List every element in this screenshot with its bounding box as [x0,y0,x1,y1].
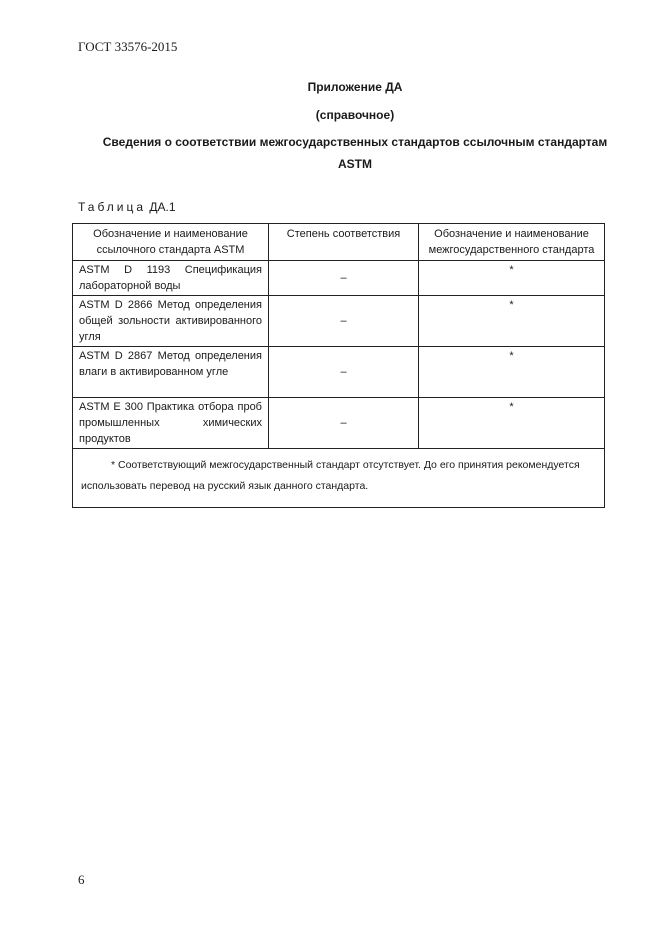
interstate-cell: * [419,296,605,347]
ref-standard-cell: ASTM E 300 Практика отбора проб промышленных химических продуктов [73,398,269,449]
appendix-title: Приложение ДА [307,80,403,94]
degree-cell: – [269,296,419,347]
header-interstate-standard: Обозначение и наименование межгосударственного стандарта [419,224,605,261]
table-header-row [73,224,605,261]
table-caption [78,200,176,214]
interstate-cell: * [419,347,605,398]
header-degree: Степень соответствия [269,224,419,261]
table-caption-word: Таблица [78,200,147,214]
correspondence-table [72,223,605,508]
page-number: 6 [78,872,85,887]
table-row [73,261,605,296]
ref-standard-cell: ASTM D 2866 Метод определения общей зольности активированного угля [73,296,269,347]
degree-cell: – [269,398,419,449]
table-row [73,398,605,449]
footnote-cell [73,449,605,508]
degree-cell: – [269,261,419,296]
table-caption-number: ДА.1 [149,200,176,214]
table-row [73,347,605,398]
appendix-subtitle: (справочное) [315,108,395,122]
interstate-cell: * [419,398,605,449]
footnote-text: * Соответствующий межгосударственный стандарт отсутствует. До его принятия рекомендуется использовать перевод на русский язык данного стандарта. [81,459,580,492]
footnote-row [73,449,605,508]
document-code: ГОСТ 33576-2015 [78,39,178,54]
table-row [73,296,605,347]
ref-standard-cell: ASTM D 1193 Спецификация лабораторной воды [73,261,269,296]
appendix-heading: Сведения о соответствии межгосударственных стандартов ссылочным стандартам ASTM [102,135,608,171]
interstate-cell: * [419,261,605,296]
header-ref-standard: Обозначение и наименование ссылочного стандарта ASTM [73,224,269,261]
ref-standard-cell: ASTM D 2867 Метод определения влаги в активированном угле [73,347,269,398]
degree-cell: – [269,347,419,398]
